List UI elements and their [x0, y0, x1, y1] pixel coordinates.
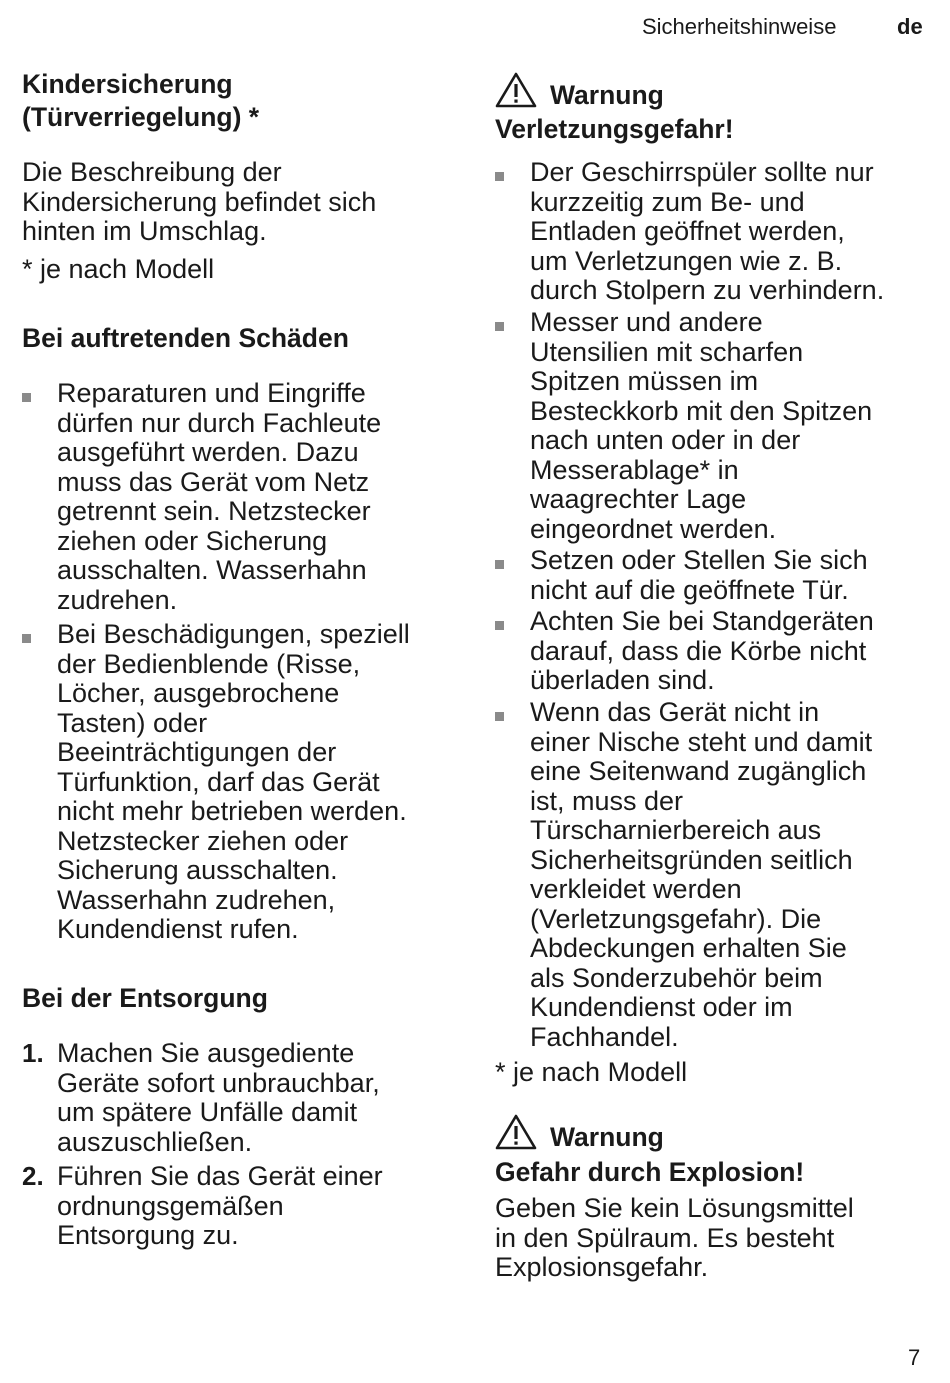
warning-triangle-icon — [495, 1114, 537, 1150]
kindersicherung-title-line2: (Türverriegelung) * — [22, 102, 260, 132]
step-number: 2. — [22, 1161, 44, 1191]
step-text: Machen Sie ausgediente Geräte sofort unbrauchbar, um spätere Unfälle damit auszuschließen. — [57, 1038, 380, 1157]
warning-title: Verletzungsgefahr! — [495, 114, 734, 144]
warning-body: Geben Sie kein Lösungsmittel in den Spülraum. Es besteht Explosionsgefahr. — [495, 1193, 854, 1282]
square-bullet-icon — [495, 172, 504, 181]
header-section-title: Sicherheitshinweise — [642, 14, 837, 39]
square-bullet-icon — [495, 560, 504, 569]
list-item-text: Bei Beschädigungen, speziell der Bedienblende (Risse, Löcher, ausgebrochene Tasten) oder Beeinträchtigungen der Türfunktion, darf das Gerät nicht mehr betrieben werden. Netzstecker ziehen oder Sicherung ausschalten. Wasserhahn zudrehen, Kundendienst rufen. — [57, 619, 410, 944]
square-bullet-icon — [495, 621, 504, 630]
step-text: Führen Sie das Gerät einer ordnungsgemäßen Entsorgung zu. — [57, 1161, 383, 1250]
list-item-text: Achten Sie bei Standgeräten darauf, dass die Körbe nicht überladen sind. — [530, 606, 874, 695]
kindersicherung-title-line1: Kindersicherung — [22, 69, 233, 99]
page-number: 7 — [908, 1345, 921, 1370]
kindersicherung-body: Die Beschreibung der Kindersicherung befindet sich hinten im Umschlag. — [22, 157, 377, 246]
warning-triangle-icon — [495, 72, 537, 108]
square-bullet-icon — [22, 634, 31, 643]
schaeden-title: Bei auftretenden Schäden — [22, 323, 349, 353]
warning-title: Gefahr durch Explosion! — [495, 1157, 805, 1187]
square-bullet-icon — [22, 393, 31, 402]
square-bullet-icon — [495, 712, 504, 721]
warning-label: Warnung — [550, 80, 664, 110]
kindersicherung-note: * je nach Modell — [22, 254, 215, 284]
list-item-text: Setzen oder Stellen Sie sich nicht auf die geöffnete Tür. — [530, 545, 868, 605]
step-number: 1. — [22, 1038, 44, 1068]
header-language: de — [897, 14, 923, 39]
list-item-text: Der Geschirrspüler sollte nur kurzzeitig zum Be- und Entladen geöffnet werden, um Verletzungen wie z. B. durch Stolpern zu verhindern. — [530, 157, 885, 305]
list-item-text: Reparaturen und Eingriffe dürfen nur durch Fachleute ausgeführt werden. Dazu muss das Gerät vom Netz getrennt sein. Netzstecker ziehen oder Sicherung ausschalten. Wasserhahn zudrehen. — [57, 378, 382, 615]
list-item-text: Wenn das Gerät nicht in einer Nische steht und damit eine Seitenwand zugänglich ist, muss der Türscharnierbereich aus Sicherheitsgründen seitlich verkleidet werden (Verletzungsgefahr). Die Abdeckungen erhalten Sie als Sonderzubehör beim Kundendienst oder im Fachhandel. — [530, 697, 873, 1052]
warning-note: * je nach Modell — [495, 1057, 688, 1087]
warning-label: Warnung — [550, 1122, 664, 1152]
entsorgung-title: Bei der Entsorgung — [22, 983, 268, 1013]
list-item-text: Messer und andere Utensilien mit scharfen Spitzen müssen im Besteckkorb mit den Spitzen nach unten oder in der Messerablage* in waagrechter Lage eingeordnet werden. — [530, 307, 873, 544]
square-bullet-icon — [495, 322, 504, 331]
